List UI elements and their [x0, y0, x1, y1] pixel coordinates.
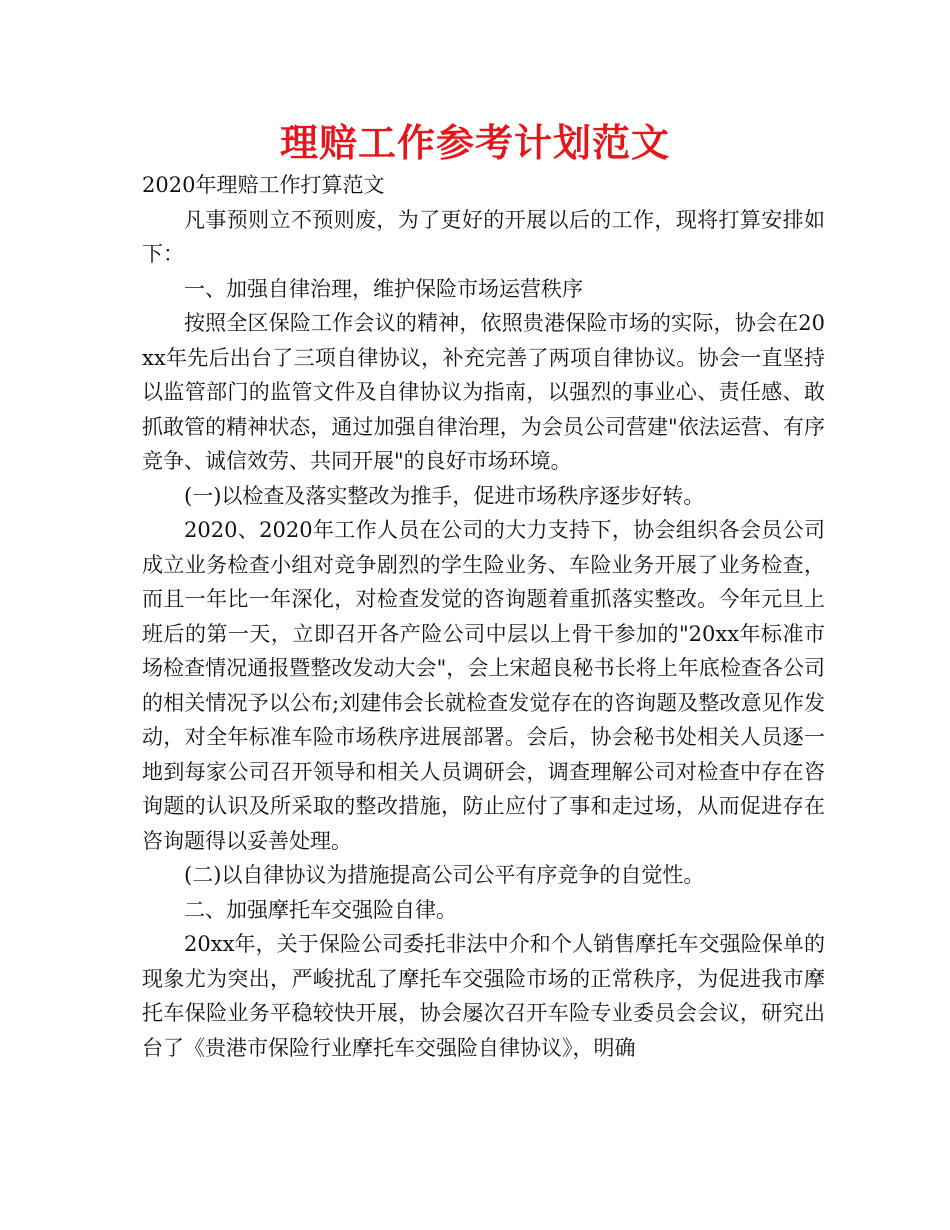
subsection-heading: (二)以自律协议为措施提高公司公平有序竞争的自觉性。	[184, 863, 705, 887]
document-title: 理赔工作参考计划范文	[279, 121, 670, 165]
document-body	[142, 168, 825, 1065]
paragraph: 按照全区保险工作会议的精神，依照贵港保险市场的实际，协会在20xx年先后出台了三项自律协议，补充完善了两项自律协议。协会一直坚持以监管部门的监管文件及自律协议为指南，以强烈的事业心、责任感、敢抓敢管的精神状态，通过加强自律治理，为会员公司营建"依法运营、有序竞争、诚信效劳、共同开展"的良好市场环境。	[142, 311, 825, 473]
paragraph: 20xx年，关于保险公司委托非法中介和个人销售摩托车交强险保单的现象尤为突出，严峻扰乱了摩托车交强险市场的正常秩序，为促进我市摩托车保险业务平稳较快开展，协会屡次召开车险专业委员会会议，研究出台了《贵港市保险行业摩托车交强险自律协议》，明确	[142, 932, 825, 1060]
section-heading: 一、加强自律治理，维护保险市场运营秩序	[184, 276, 583, 301]
paragraph: 2020年理赔工作打算范文	[142, 173, 385, 197]
paragraph: 2020、2020年工作人员在公司的大力支持下，协会组织各会员公司成立业务检查小组对竞争剧烈的学生险业务、车险业务开展了业务检查，而且一年比一年深化，对检查发觉的咨询题着重抓落实整改。今年元旦上班后的第一天，立即召开各产险公司中层以上骨干参加的"20xx年标准市场检查情况通报暨整改发动大会"，会上宋超良秘书长将上年底检查各公司的相关情况予以公布;刘建伟会长就检查发觉存在的咨询题及整改意见作发动，对全年标准车险市场秩序进展部署。会后，协会秘书处相关人员逐一地到每家公司召开领导和相关人员调研会，调查理解公司对检查中存在咨询题的认识及所采取的整改措施，防止应付了事和走过场，从而促进存在咨询题得以妥善处理。	[142, 518, 825, 853]
section-heading: 二、加强摩托车交强险自律。	[184, 897, 457, 922]
subsection-heading: (一)以检查及落实整改为推手，促进市场秩序逐步好转。	[184, 483, 705, 508]
paragraph: 凡事预则立不预则废，为了更好的开展以后的工作，现将打算安排如下：	[142, 207, 825, 266]
